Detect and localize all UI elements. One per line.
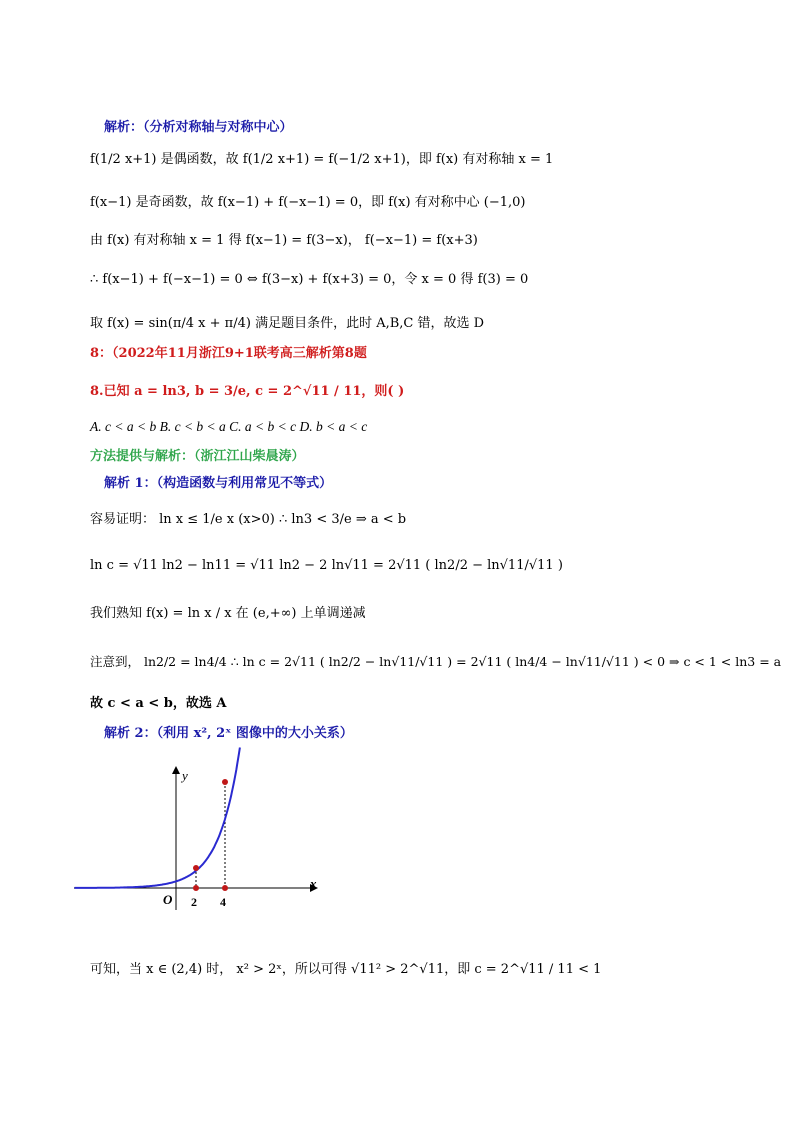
line-18: 可知，当 x ∈ (2,4) 时， x² > 2ˣ，所以可得 √11² > 2^√11，即 c = 2^√11 / 11 < 1 (90, 962, 602, 977)
x-axis-label: x (310, 876, 317, 891)
origin-label: O (163, 892, 173, 907)
line-2-text: f(1/2 x+1) 是偶函数，故 f(1/2 x+1) = f(−1/2 x+1)，即 f(x) 有对称轴 x = 1 (90, 152, 554, 167)
intersection-point-4 (222, 779, 228, 785)
line-3: f(x−1) 是奇函数，故 f(x−1) + f(−x−1) = 0，即 f(x) 有对称中心 (−1,0) (90, 195, 526, 210)
y-axis-arrow (172, 766, 180, 774)
line-4: 由 f(x) 有对称轴 x = 1 得 f(x−1) = f(3−x)， f(−x−1) = f(x+3) (90, 233, 478, 248)
line-15: 注意到， ln2/2 = ln4/4 ∴ ln c = 2√11 ( ln2/2 − ln√11/√11 ) = 2√11 ( ln4/4 − ln√11/√11 ) < 0 ⇒ c < 1 < ln3 = a (90, 654, 782, 669)
function-graph (74, 742, 324, 912)
line-14: 我们熟知 f(x) = ln x / x 在 (e,+∞) 上单调递减 (90, 606, 366, 621)
conclusion: 故 c < a < b，故选 A (90, 696, 227, 711)
axis-point-4 (222, 885, 228, 891)
curve-2-power-x (75, 748, 240, 888)
axis-point-2 (193, 885, 199, 891)
analysis-heading-3: 解析 2：（利用 x², 2ˣ 图像中的大小关系） (104, 726, 353, 741)
line-2 (90, 148, 553, 167)
analysis-heading-2: 解析 1：（构造函数与利用常见不等式） (104, 476, 333, 491)
line-6: 取 f(x) = sin(π/4 x + π/4) 满足题目条件，此时 A,B,C 错，故选 D (90, 316, 485, 331)
tick-label-2: 2 (191, 895, 197, 909)
tick-label-4: 4 (220, 895, 226, 909)
answer-options: A. c < a < b B. c < b < a C. a < b < c D. b < a < c (90, 419, 368, 434)
y-axis-label: y (182, 768, 188, 783)
line-12: 容易证明： ln x ≤ 1/e x (x>0) ∴ ln3 < 3/e ⇒ a < b (90, 512, 407, 527)
method-credit: 方法提供与解析：（浙江江山柴晨涛） (90, 449, 305, 464)
problem-statement-text: 8.已知 a = ln3, b = 3/e, c = 2^√11 / 11，则( ) (90, 384, 405, 399)
analysis-heading-1: 解析：（分析对称轴与对称中心） (104, 120, 293, 135)
intersection-point-2 (193, 865, 199, 871)
line-5: ∴ f(x−1) + f(−x−1) = 0 ⇔ f(3−x) + f(x+3) = 0，令 x = 0 得 f(3) = 0 (90, 272, 529, 287)
problem-statement (90, 380, 404, 399)
line-13: ln c = √11 ln2 − ln11 = √11 ln2 − 2 ln√11 = 2√11 ( ln2/2 − ln√11/√11 ) (90, 558, 563, 573)
problem-source: 8：（2022年11月浙江9+1联考高三解析第8题 (90, 346, 367, 361)
